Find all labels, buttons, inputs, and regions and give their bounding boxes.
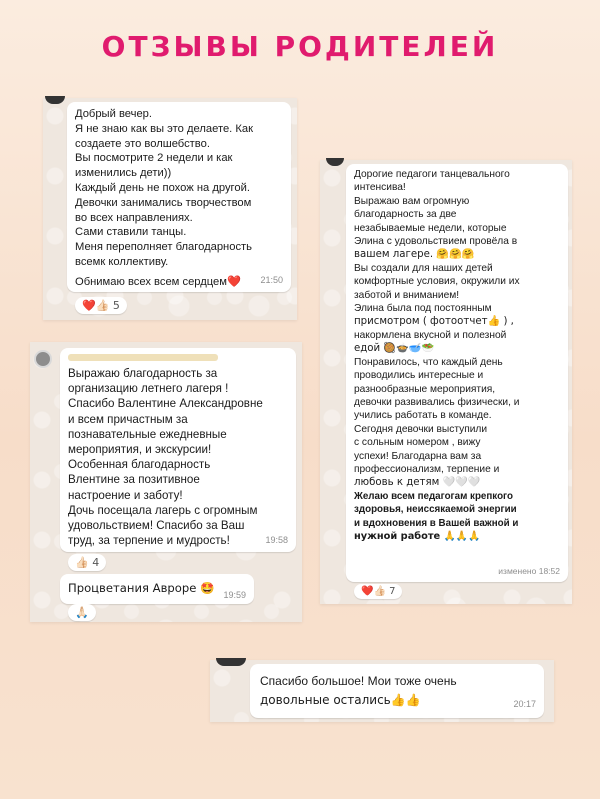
message-time: 19:58 <box>265 534 288 545</box>
redacted-sender-name <box>68 354 218 361</box>
message-line: Обнимаю всех всем сердцем❤️ <box>75 275 241 288</box>
message-line: труд, за терпение и мудрость! <box>68 534 230 548</box>
message-line: Элина была под постоянным <box>354 303 492 315</box>
reply-reactions-badge[interactable]: 🙏🏻 <box>68 604 96 621</box>
message-line: Влентине за позитивное <box>68 473 200 487</box>
avatar <box>216 658 246 666</box>
message-line: Вы посмотрите 2 недели и как <box>75 152 233 165</box>
avatar <box>34 350 52 368</box>
message-line: и всем причастным за <box>68 412 188 426</box>
message-line: мероприятия, и экскурсии! <box>68 443 212 457</box>
reply-bubble[interactable] <box>60 574 254 604</box>
message-line: изменились дети)) <box>75 167 172 180</box>
message-line: Меня переполняет благодарность <box>75 241 252 254</box>
message-line: создаете это волшебство. <box>75 137 210 150</box>
message-line: Девочки занимались творчеством <box>75 196 252 209</box>
message-time: изменено 18:52 <box>498 565 560 576</box>
message-line: разнообразные мероприятия, <box>354 383 496 395</box>
message-line: Спасибо Валентине Александровне <box>68 397 263 411</box>
message-line: комфортные условия, окружили их <box>354 276 520 288</box>
reactions-badge[interactable]: 👍🏻 4 <box>68 554 106 571</box>
message-line: удовольствием! Спасибо за Ваш <box>68 519 245 533</box>
chat-screenshot-2 <box>320 160 572 604</box>
message-time: 20:17 <box>513 699 536 709</box>
chat-screenshot-3 <box>30 342 302 622</box>
message-line: настроение и заботу! <box>68 488 183 502</box>
message-line: заботой и вниманием! <box>354 289 460 301</box>
message-line: Дочь посещала лагерь с огромным <box>68 503 258 517</box>
message-line: Дорогие педагоги танцевального <box>354 169 510 180</box>
message-line: Выражаю благодарность за <box>68 367 218 380</box>
page-title: ОТЗЫВЫ РОДИТЕЛЕЙ <box>101 30 499 63</box>
message-line: всемк коллективу. <box>75 255 169 268</box>
message-line-bold: Желаю всем педагогам крепкого <box>354 490 513 502</box>
chat-screenshot-4 <box>210 660 554 722</box>
message-line: познавательные ежедневные <box>68 427 227 441</box>
message-line: Понравилось, что каждый день <box>354 356 503 368</box>
message-line: Особенная благодарность <box>68 458 211 472</box>
message-line: Выражаю вам огромную <box>354 195 470 207</box>
message-line: Добрый вечер. <box>75 108 153 120</box>
message-line: с сольным номером , вижу <box>354 437 481 449</box>
message-bubble[interactable] <box>60 348 296 552</box>
reply-time: 19:59 <box>223 590 246 600</box>
message-line: во всех направлениях. <box>75 211 193 224</box>
message-line: Сегодня девочки выступили <box>354 423 488 435</box>
message-line: Элина с удовольствием провёла в <box>354 236 518 248</box>
message-time: 21:50 <box>260 275 283 286</box>
message-bubble[interactable] <box>250 664 544 718</box>
reactions-badge[interactable]: ❤️👍🏻 7 <box>354 584 402 599</box>
avatar <box>326 158 344 166</box>
message-line: присмотром ( фотоотчет👍 ) , <box>354 316 514 328</box>
message-bubble[interactable] <box>67 102 291 292</box>
message-line: успехи! Благодарна вам за <box>354 450 482 462</box>
message-line: Каждый день не похож на другой. <box>75 181 250 194</box>
message-line: профессионализм, терпение и <box>354 463 500 475</box>
message-line: вашем лагере. 🤗🤗🤗 <box>354 249 475 261</box>
message-line: накормлена вкусной и полезной <box>354 329 507 341</box>
message-line: любовь к детям 🤍🤍🤍 <box>354 477 481 489</box>
message-line-bold: нужной работе 🙏🙏🙏 <box>354 530 481 542</box>
reply-text: Процветания Авроре 🤩 <box>68 581 215 595</box>
message-line: едой 🥘🍲🥣🥗 <box>354 343 435 355</box>
message-line-bold: здоровья, неиссякаемой энергии <box>354 504 517 516</box>
reactions-badge[interactable]: ❤️👍🏻 5 <box>75 297 127 314</box>
message-line: Сами ставили танцы. <box>75 226 187 239</box>
message-bubble[interactable] <box>346 164 568 582</box>
message-line: незабываемые недели, которые <box>354 222 507 234</box>
message-line: учились работать в команде. <box>354 410 492 422</box>
message-line: интенсива! <box>354 182 406 194</box>
message-line: девочки развивались физически, и <box>354 396 520 408</box>
message-line: Спасибо большое! Мои тоже очень <box>260 674 457 688</box>
message-line: Вы создали для наших детей <box>354 262 493 274</box>
chat-screenshot-1 <box>43 98 297 320</box>
message-line: проводились интересные и <box>354 370 484 382</box>
message-line: организацию летнего лагеря ! <box>68 382 229 396</box>
message-line: Я не знаю как вы это делаете. Как <box>75 122 254 135</box>
message-line-bold: и вдохновения в Вашей важной и <box>354 517 519 529</box>
avatar <box>45 96 65 104</box>
message-line: довольные остались👍👍 <box>260 693 421 707</box>
message-line: благодарность за две <box>354 209 457 221</box>
